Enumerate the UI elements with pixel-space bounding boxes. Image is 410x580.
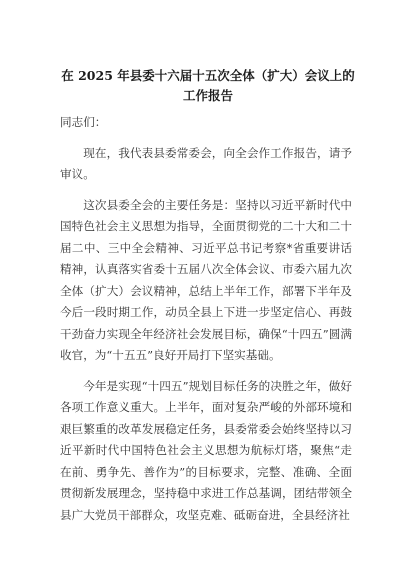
paragraph-1: 现在，我代表县委常委会，向全会作工作报告，请予审议。 (60, 145, 352, 181)
document-body (60, 112, 352, 535)
document-title: 在 2025 年县委十六届十五次全体（扩大）会议上的工作报告 (61, 68, 355, 103)
salutation: 同志们： (60, 115, 107, 129)
paragraph-2: 这次县委全会的主要任务是：坚持以习近平新时代中国特色社会主义思想为指导，全面贯彻党的二十大和二十届二中、三中全会精神、习近平总书记考察*省重要讲话精神，认真落实省委十五届八次全体会议、市委六届九次全体（扩大）会议精神，总结上半年工作，部署下半年及今后一段时期工作，动员全县上下进一步坚定信心、再鼓干劲奋力实现全年经济社会发展目标，确保“十四五”圆满收官，为“十五五”良好开局打下坚实基础。 (60, 197, 352, 362)
paragraph-3: 今年是实现“十四五”规划目标任务的决胜之年，做好各项工作意义重大。上半年，面对复杂严峻的外部环境和艰巨繁重的改革发展稳定任务，县委常委会始终坚持以习近平新时代中国特色社会主义思想为航标灯塔，聚焦“走在前、勇争先、善作为”的目标要求，完整、准确、全面贯彻新发展理念，坚持稳中求进工作总基调，团结带领全县广大党员干部群众，攻坚克难、砥砺奋进，全县经济社 (60, 378, 352, 522)
